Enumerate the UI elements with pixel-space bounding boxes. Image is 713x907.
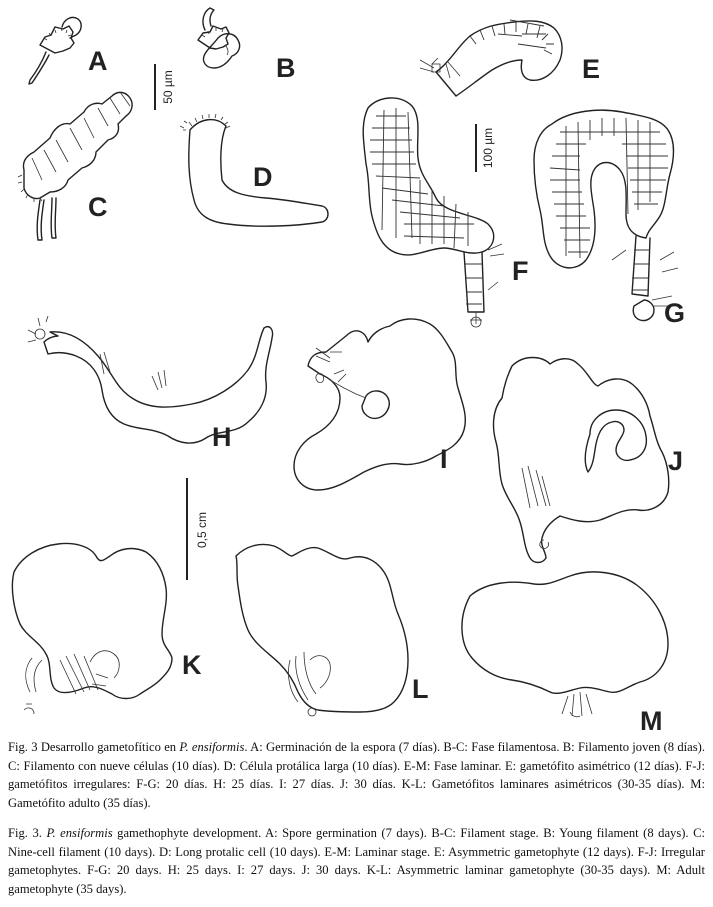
panel-label-h: H bbox=[212, 422, 232, 452]
panel-label-e: E bbox=[582, 54, 601, 84]
panel-j-drawing bbox=[494, 358, 669, 563]
panel-label-g: G bbox=[664, 298, 686, 328]
panel-label-m: M bbox=[640, 706, 663, 736]
panel-label-f: F bbox=[512, 256, 529, 286]
panel-label-c: C bbox=[88, 192, 108, 222]
caption-en-text: gamethophyte development. A: Spore germination (7 days). B-C: Filament stage. B: Young filament (8 days). C: Nine-cell filament (10 days). D: Long protalic cell (10 days). E-M: Laminar stage. E: Asymmetric gametophyte (12 days). F-J: Irregular gametophytes. F-G: 20 days. H: 25 days. I: 27 days. J: 30 days. K-L: Asymmetric laminar gametophyte (30-35 days). M: Adult gametophyte (35 days). bbox=[8, 826, 705, 896]
scale-bar-100um-label: 100 µm bbox=[481, 127, 495, 169]
panel-l-drawing bbox=[236, 544, 408, 716]
panel-b-drawing bbox=[198, 8, 240, 68]
figure-caption-english bbox=[8, 824, 705, 898]
panel-h-drawing bbox=[28, 316, 273, 443]
scale-bar-05cm-label: 0,5 cm bbox=[195, 511, 209, 549]
panel-label-j: J bbox=[668, 446, 684, 476]
caption-es-prefix: Fig. 3 Desarrollo gametofítico en bbox=[8, 740, 180, 754]
panel-label-a: A bbox=[88, 46, 108, 76]
panel-label-d: D bbox=[253, 162, 273, 192]
panel-label-i: I bbox=[440, 444, 448, 474]
caption-en-prefix: Fig. 3. bbox=[8, 826, 47, 840]
scale-bar-50um-label: 50 µm bbox=[161, 70, 175, 104]
caption-es-species: P. ensiformis bbox=[179, 740, 245, 754]
panel-e-drawing bbox=[420, 20, 562, 96]
caption-en-species: P. ensiformis bbox=[46, 826, 113, 840]
figure-caption-spanish bbox=[8, 738, 705, 812]
panel-label-b: B bbox=[276, 53, 296, 83]
panel-m-drawing bbox=[462, 572, 668, 717]
panel-k-drawing bbox=[12, 544, 172, 715]
panel-c-drawing bbox=[18, 92, 132, 240]
panel-a-drawing bbox=[29, 17, 81, 84]
caption-es-text: . A: Germinación de la espora (7 días). B-C: Fase filamentosa. B: Filamento joven (8 días). C: Filamento con nueve células (10 días). D: Célula protálica larga (10 días). E-M: Fase laminar. E: gametófito asimétrico (12 días). F-J: gametófitos irregulares: F-G: 20 días. H: 25 días. I: 27 días. J: 30 días. K-L: Gametófitos laminares asimétricos (30-35 días). M: Gametófito adulto (35 días). bbox=[8, 740, 705, 810]
panel-label-l: L bbox=[412, 674, 429, 704]
panel-g-drawing bbox=[534, 110, 678, 320]
panel-label-k: K bbox=[182, 650, 202, 680]
